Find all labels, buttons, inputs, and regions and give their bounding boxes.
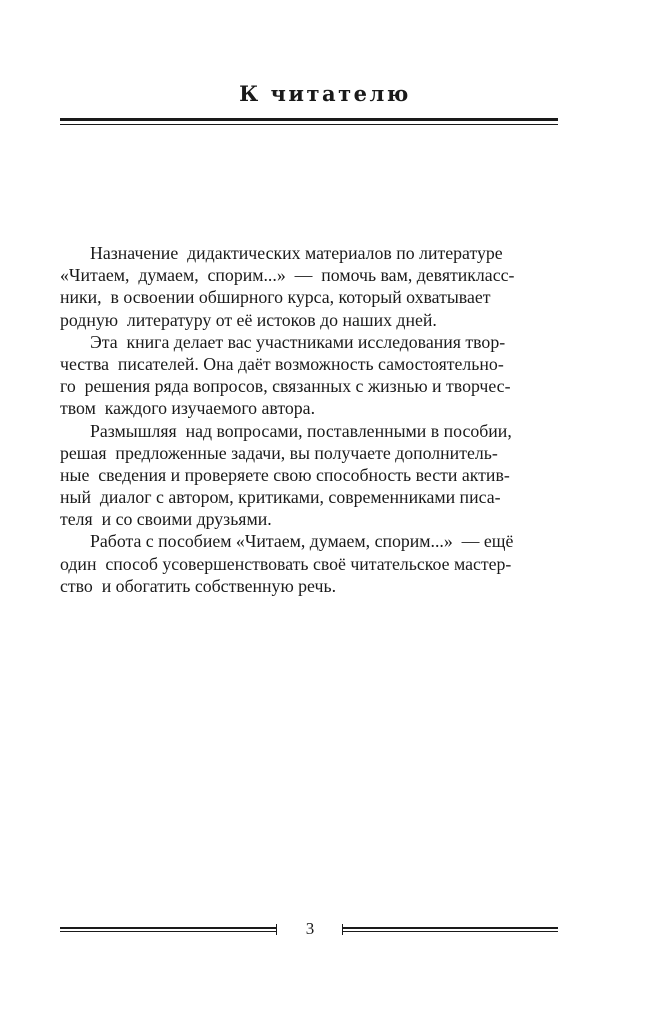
text-line: ство и обогатить собственную речь.	[60, 575, 337, 596]
text-line: го решения ряда вопросов, связанных с жизнью и творчес-	[60, 376, 511, 397]
footer-rule-left-thin	[60, 931, 276, 932]
text-line: твом каждого изучаемого автора.	[60, 398, 316, 419]
footer-rule-left	[60, 927, 276, 929]
page-number: 3	[305, 919, 315, 938]
text-line: «Читаем, думаем, спорим...» — помочь вам, девятикласс-	[60, 265, 515, 286]
text-line: Назначение дидактических материалов по литературе	[90, 243, 503, 263]
footer-rule-right	[342, 927, 558, 929]
text-line: один способ усовершенствовать своё читательское мастер-	[60, 553, 512, 574]
text-line: ный диалог с автором, критиками, современниками писа-	[60, 487, 501, 508]
text-line: Работа с пособием «Читаем, думаем, спорим...» — ещё	[90, 531, 514, 552]
body-text	[60, 242, 560, 597]
text-line: чества писателей. Она даёт возможность самостоятельно-	[60, 353, 504, 374]
footer-rule-right-thin	[342, 931, 558, 932]
text-line: Эта книга делает вас участниками исследования твор-	[90, 331, 506, 352]
page-title: К читателю	[239, 81, 411, 106]
text-line: Размышляя над вопросами, поставленными в пособии,	[90, 420, 512, 441]
text-line: родную литературу от её истоков до наших дней.	[60, 309, 437, 330]
text-line: решая предложенные задачи, вы получаете дополнитель-	[60, 442, 498, 463]
footer-rule-right-end	[342, 924, 343, 935]
text-line: ники, в освоении обширного курса, который охватывает	[60, 287, 491, 308]
footer-rule-left-end	[276, 924, 277, 935]
text-line: ные сведения и проверяете свою способность вести актив-	[60, 464, 510, 485]
title-rule-thin	[60, 124, 558, 125]
title-rule-thick	[60, 118, 558, 121]
text-line: теля и со своими друзьями.	[60, 509, 272, 530]
